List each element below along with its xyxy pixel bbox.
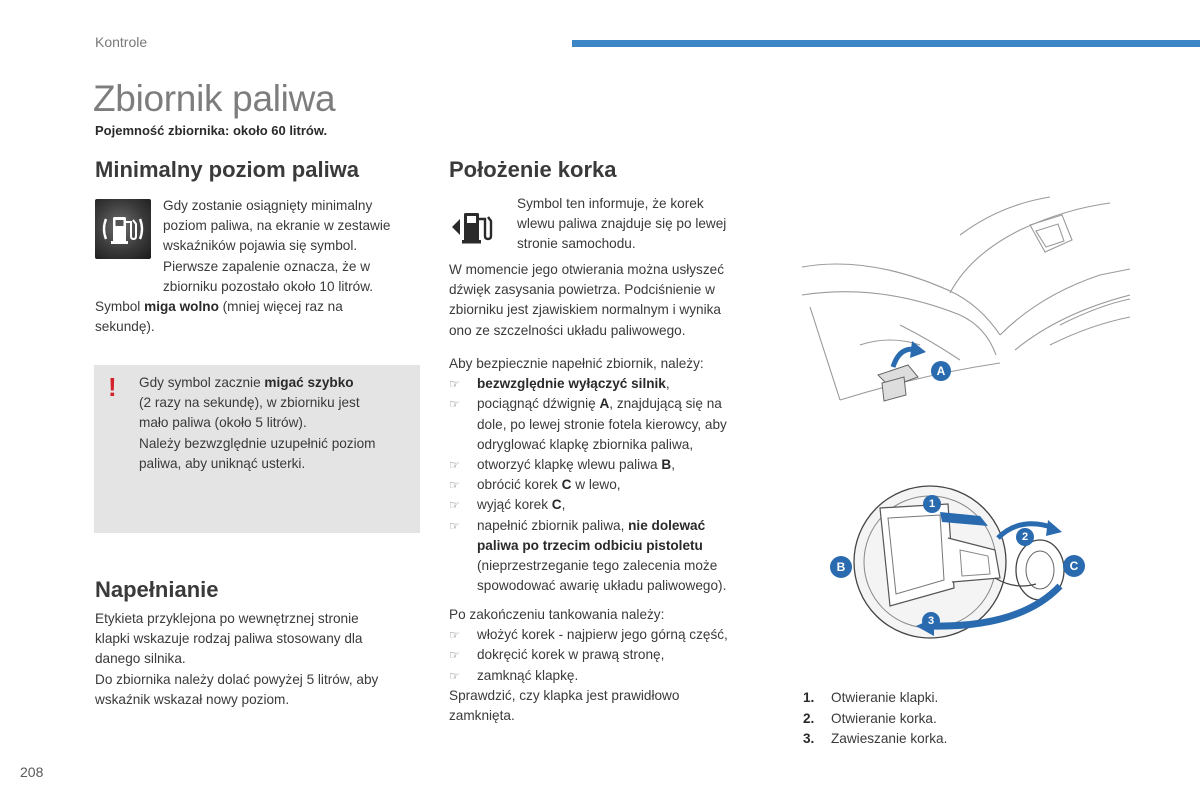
text-line: poziom paliwa, na ekranie w zestawie: [163, 218, 391, 234]
emphasis: C: [551, 497, 562, 513]
text-line: spowodować awarię układu paliwowego).: [477, 578, 727, 594]
text-line: klapki wskazuje rodzaj paliwa stosowany dla: [95, 631, 363, 647]
text-line: zbiorniku jest zjawiskiem normalnym i wynika: [449, 302, 721, 318]
emphasis: miga wolno: [144, 299, 219, 314]
legend-number: 1.: [803, 690, 815, 705]
text-line: Gdy zostanie osiągnięty minimalny: [163, 198, 373, 213]
text-run: ,: [671, 457, 675, 473]
fuel-flap-illustration: [830, 478, 1120, 646]
cap-symbol-description: [517, 194, 767, 255]
text-line: mało paliwa (około 5 litrów).: [139, 415, 307, 431]
list-item: [449, 625, 779, 645]
step-badge-2: 2: [1016, 528, 1034, 546]
text-run: Gdy symbol zacznie: [139, 375, 265, 390]
emphasis: migać szybko: [264, 375, 354, 390]
text-run: ,: [665, 376, 670, 392]
text-run: wyjąć korek: [477, 497, 552, 513]
fuel-pump-side-icon: [449, 206, 501, 248]
text-line: Symbol ten informuje, że korek: [517, 196, 704, 211]
after-refuel-instructions: [449, 605, 779, 726]
legend-item: [803, 729, 1023, 750]
text-run: Symbol: [95, 299, 145, 314]
pointing-hand-icon: ☞: [449, 377, 460, 392]
text-run: w lewo,: [571, 477, 621, 493]
fuel-pump-warning-icon: [95, 199, 151, 259]
legend-text: Otwieranie klapki.: [831, 690, 939, 705]
text-line: (2 razy na sekundę), w zbiorniku jest: [139, 395, 360, 411]
text-line: dole, po lewej stronie fotela kierowcy, aby: [477, 416, 727, 432]
text-line: Należy bezwzględnie uzupełnić poziom: [139, 435, 376, 451]
emphasis: nie dolewać: [628, 517, 706, 533]
pointing-hand-icon: ☞: [449, 518, 460, 533]
step-badge-1: 1: [923, 495, 941, 513]
emphasis: bezwzględnie wyłączyć silnik: [477, 376, 666, 392]
text-line: zamknięta.: [449, 708, 515, 724]
text-line: dokręcić korek w prawą stronę,: [477, 647, 665, 663]
pointing-hand-icon: ☞: [449, 397, 460, 412]
text-line: W momencie jego otwierania można usłyszeć: [449, 262, 725, 277]
refuel-intro: Aby bezpiecznie napełnić zbiornik, należy:: [449, 356, 704, 371]
page-title: Zbiornik paliwa: [93, 78, 336, 119]
text-line: Etykieta przyklejona po wewnętrznej stronie: [95, 611, 359, 626]
emphasis: A: [599, 396, 610, 412]
list-item: [449, 516, 779, 597]
text-line: wskaźnik wskazał nowy poziom.: [95, 691, 290, 707]
pointing-hand-icon: ☞: [449, 458, 460, 473]
text-line: Do zbiornika należy dolać powyżej 5 litrów, aby: [95, 671, 379, 687]
legend-text: Zawieszanie korka.: [831, 731, 948, 746]
pointing-hand-icon: ☞: [449, 498, 460, 513]
text-run: otworzyć klapkę wlewu paliwa: [477, 457, 662, 473]
text-line: włożyć korek - najpierw jego górną część,: [477, 627, 728, 643]
emphasis: B: [661, 457, 672, 473]
figure-legend: [803, 688, 1023, 750]
text-line: zamknąć klapkę.: [477, 667, 579, 683]
lever-illustration: [800, 195, 1130, 417]
emphasis: C: [561, 477, 572, 493]
text-line: odryglować klapkę zbiornika paliwa,: [477, 436, 694, 452]
pointing-hand-icon: ☞: [449, 628, 460, 643]
header-accent-bar: [572, 40, 1200, 47]
text-line: dźwięk zasysania powietrza. Podciśnienie w: [449, 282, 715, 298]
slow-blink-note: [95, 297, 425, 337]
callout-badge-b: B: [830, 556, 852, 578]
text-line: ono ze szczelności układu paliwowego.: [449, 322, 686, 338]
exclamation-icon: !: [108, 372, 117, 402]
tank-capacity-note: Pojemność zbiornika: około 60 litrów.: [95, 123, 328, 138]
text-line: zbiorniku pozostało około 10 litrów.: [163, 278, 374, 294]
legend-item: [803, 688, 1023, 709]
refill-text: [95, 609, 425, 710]
emphasis: paliwa po trzecim odbiciu pistoletu: [477, 537, 703, 553]
cap-position-heading: Położenie korka: [449, 157, 617, 182]
refill-heading: Napełnianie: [95, 577, 219, 602]
legend-item: [803, 709, 1023, 730]
text-line: paliwa, aby uniknąć usterki.: [139, 455, 306, 471]
text-run: obrócić korek: [477, 477, 562, 493]
list-item: [449, 475, 779, 495]
vacuum-note: [449, 260, 779, 341]
legend-number: 3.: [803, 731, 815, 746]
refuel-instructions: [449, 354, 779, 596]
callout-badge-c: C: [1063, 555, 1085, 577]
warning-text: [139, 373, 419, 474]
page-number: 208: [20, 764, 44, 780]
legend-text: Otwieranie korka.: [831, 710, 937, 726]
text-line: wlewu paliwa znajduje się po lewej: [517, 216, 727, 232]
list-item: [449, 394, 779, 455]
text-run: ,: [561, 497, 566, 513]
pointing-hand-icon: ☞: [449, 478, 460, 493]
list-item: [449, 666, 779, 686]
text-run: , znajdującą się na: [609, 396, 722, 412]
list-item: [449, 645, 779, 665]
list-item: [449, 495, 779, 515]
min-level-heading: Minimalny poziom paliwa: [95, 157, 360, 182]
text-run: pociągnąć dźwignię: [477, 396, 600, 412]
callout-badge-a: A: [931, 361, 951, 381]
after-refuel-intro: Po zakończeniu tankowania należy:: [449, 607, 665, 622]
text-line: wskaźników pojawia się symbol.: [163, 238, 358, 254]
list-item: [449, 455, 779, 475]
list-item: [449, 374, 779, 394]
text-line: (nieprzestrzeganie tego zalecenia może: [477, 558, 718, 574]
step-badge-3: 3: [922, 612, 940, 630]
pointing-hand-icon: ☞: [449, 668, 460, 683]
text-line: sekundę).: [95, 319, 155, 335]
pointing-hand-icon: ☞: [449, 648, 460, 663]
min-level-description: [163, 196, 428, 297]
text-line: Pierwsze zapalenie oznacza, że w: [163, 258, 371, 274]
text-run: (mniej więcej raz na: [218, 299, 343, 314]
text-line: Sprawdzić, czy klapka jest prawidłowo: [449, 687, 680, 703]
section-label: Kontrole: [95, 34, 148, 50]
text-run: napełnić zbiornik paliwa,: [477, 517, 629, 533]
legend-number: 2.: [803, 710, 815, 726]
text-line: danego silnika.: [95, 651, 186, 667]
text-line: stronie samochodu.: [517, 236, 636, 252]
